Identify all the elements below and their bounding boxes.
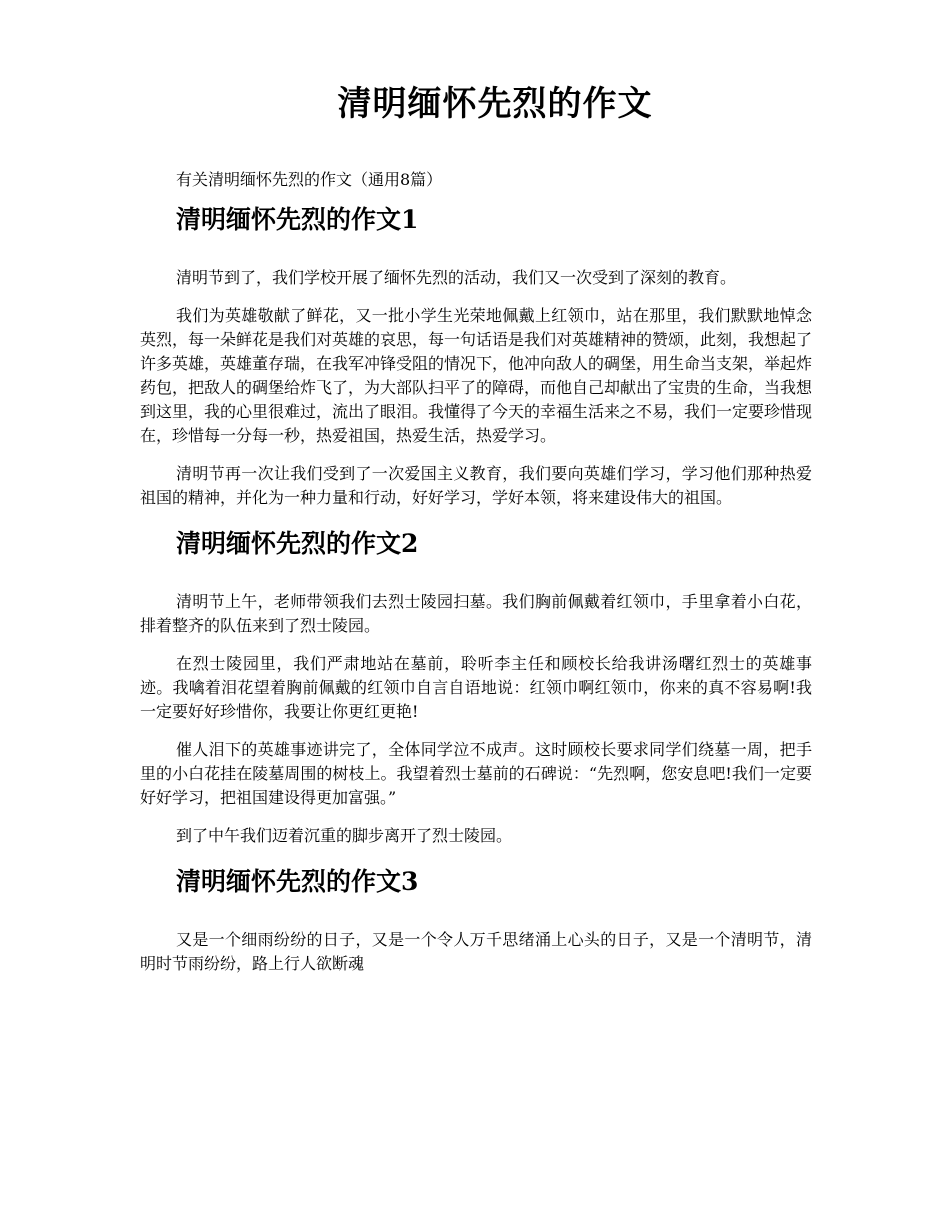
essay-section-3 (140, 862, 812, 976)
paragraph: 又是一个细雨纷纷的日子，又是一个令人万千思绪涌上心头的日子，又是一个清明节，清明时节雨纷纷，路上行人欲断魂 (140, 930, 812, 973)
section-heading: 清明缅怀先烈的作文3 (176, 867, 419, 896)
section-heading: 清明缅怀先烈的作文2 (176, 529, 419, 558)
paragraph: 催人泪下的英雄事迹讲完了，全体同学泣不成声。这时顾校长要求同学们绕墓一周，把手里的小白花挂在陵墓周围的树枝上。我望着烈士墓前的石碑说：“先烈啊，您安息吧!我们一定要好好学习，把祖国建设得更加富强。” (140, 740, 812, 807)
document-intro: 有关清明缅怀先烈的作文（通用8篇） (176, 170, 443, 189)
essay-section-1 (140, 200, 812, 510)
essay-section-2 (140, 524, 812, 848)
paragraph: 清明节再一次让我们受到了一次爱国主义教育，我们要向英雄们学习，学习他们那种热爱祖国的精神，并化为一种力量和行动，好好学习，学好本领，将来建设伟大的祖国。 (140, 464, 812, 507)
paragraph: 在烈士陵园里，我们严肃地站在墓前，聆听李主任和顾校长给我讲汤曙红烈士的英雄事迹。我噙着泪花望着胸前佩戴的红领巾自言自语地说：红领巾啊红领巾，你来的真不容易啊!我一定要好好珍惜你，我要让你更红更艳! (140, 654, 812, 721)
document-body (140, 168, 812, 990)
paragraph: 清明节上午，老师带领我们去烈士陵园扫墓。我们胸前佩戴着红领巾，手里拿着小白花，排着整齐的队伍来到了烈士陵园。 (140, 592, 812, 635)
section-heading: 清明缅怀先烈的作文1 (176, 205, 419, 234)
paragraph: 我们为英雄敬献了鲜花，又一批小学生光荣地佩戴上红领巾，站在那里，我们默默地悼念英烈，每一朵鲜花是我们对英雄的哀思，每一句话语是我们对英雄精神的赞颂，此刻，我想起了许多英雄，英雄董存瑞，在我军冲锋受阻的情况下，他冲向敌人的碉堡，用生命当支架，举起炸药包，把敌人的碉堡给炸飞了，为大部队扫平了的障碍，而他自己却献出了宝贵的生命，当我想到这里，我的心里很难过，流出了眼泪。我懂得了今天的幸福生活来之不易，我们一定要珍惜现在，珍惜每一分每一秒，热爱祖国，热爱生活，热爱学习。 (140, 306, 813, 445)
paragraph: 清明节到了，我们学校开展了缅怀先烈的活动，我们又一次受到了深刻的教育。 (176, 268, 737, 287)
paragraph: 到了中午我们迈着沉重的脚步离开了烈士陵园。 (176, 826, 513, 845)
document-title: 清明缅怀先烈的作文 (337, 84, 653, 124)
